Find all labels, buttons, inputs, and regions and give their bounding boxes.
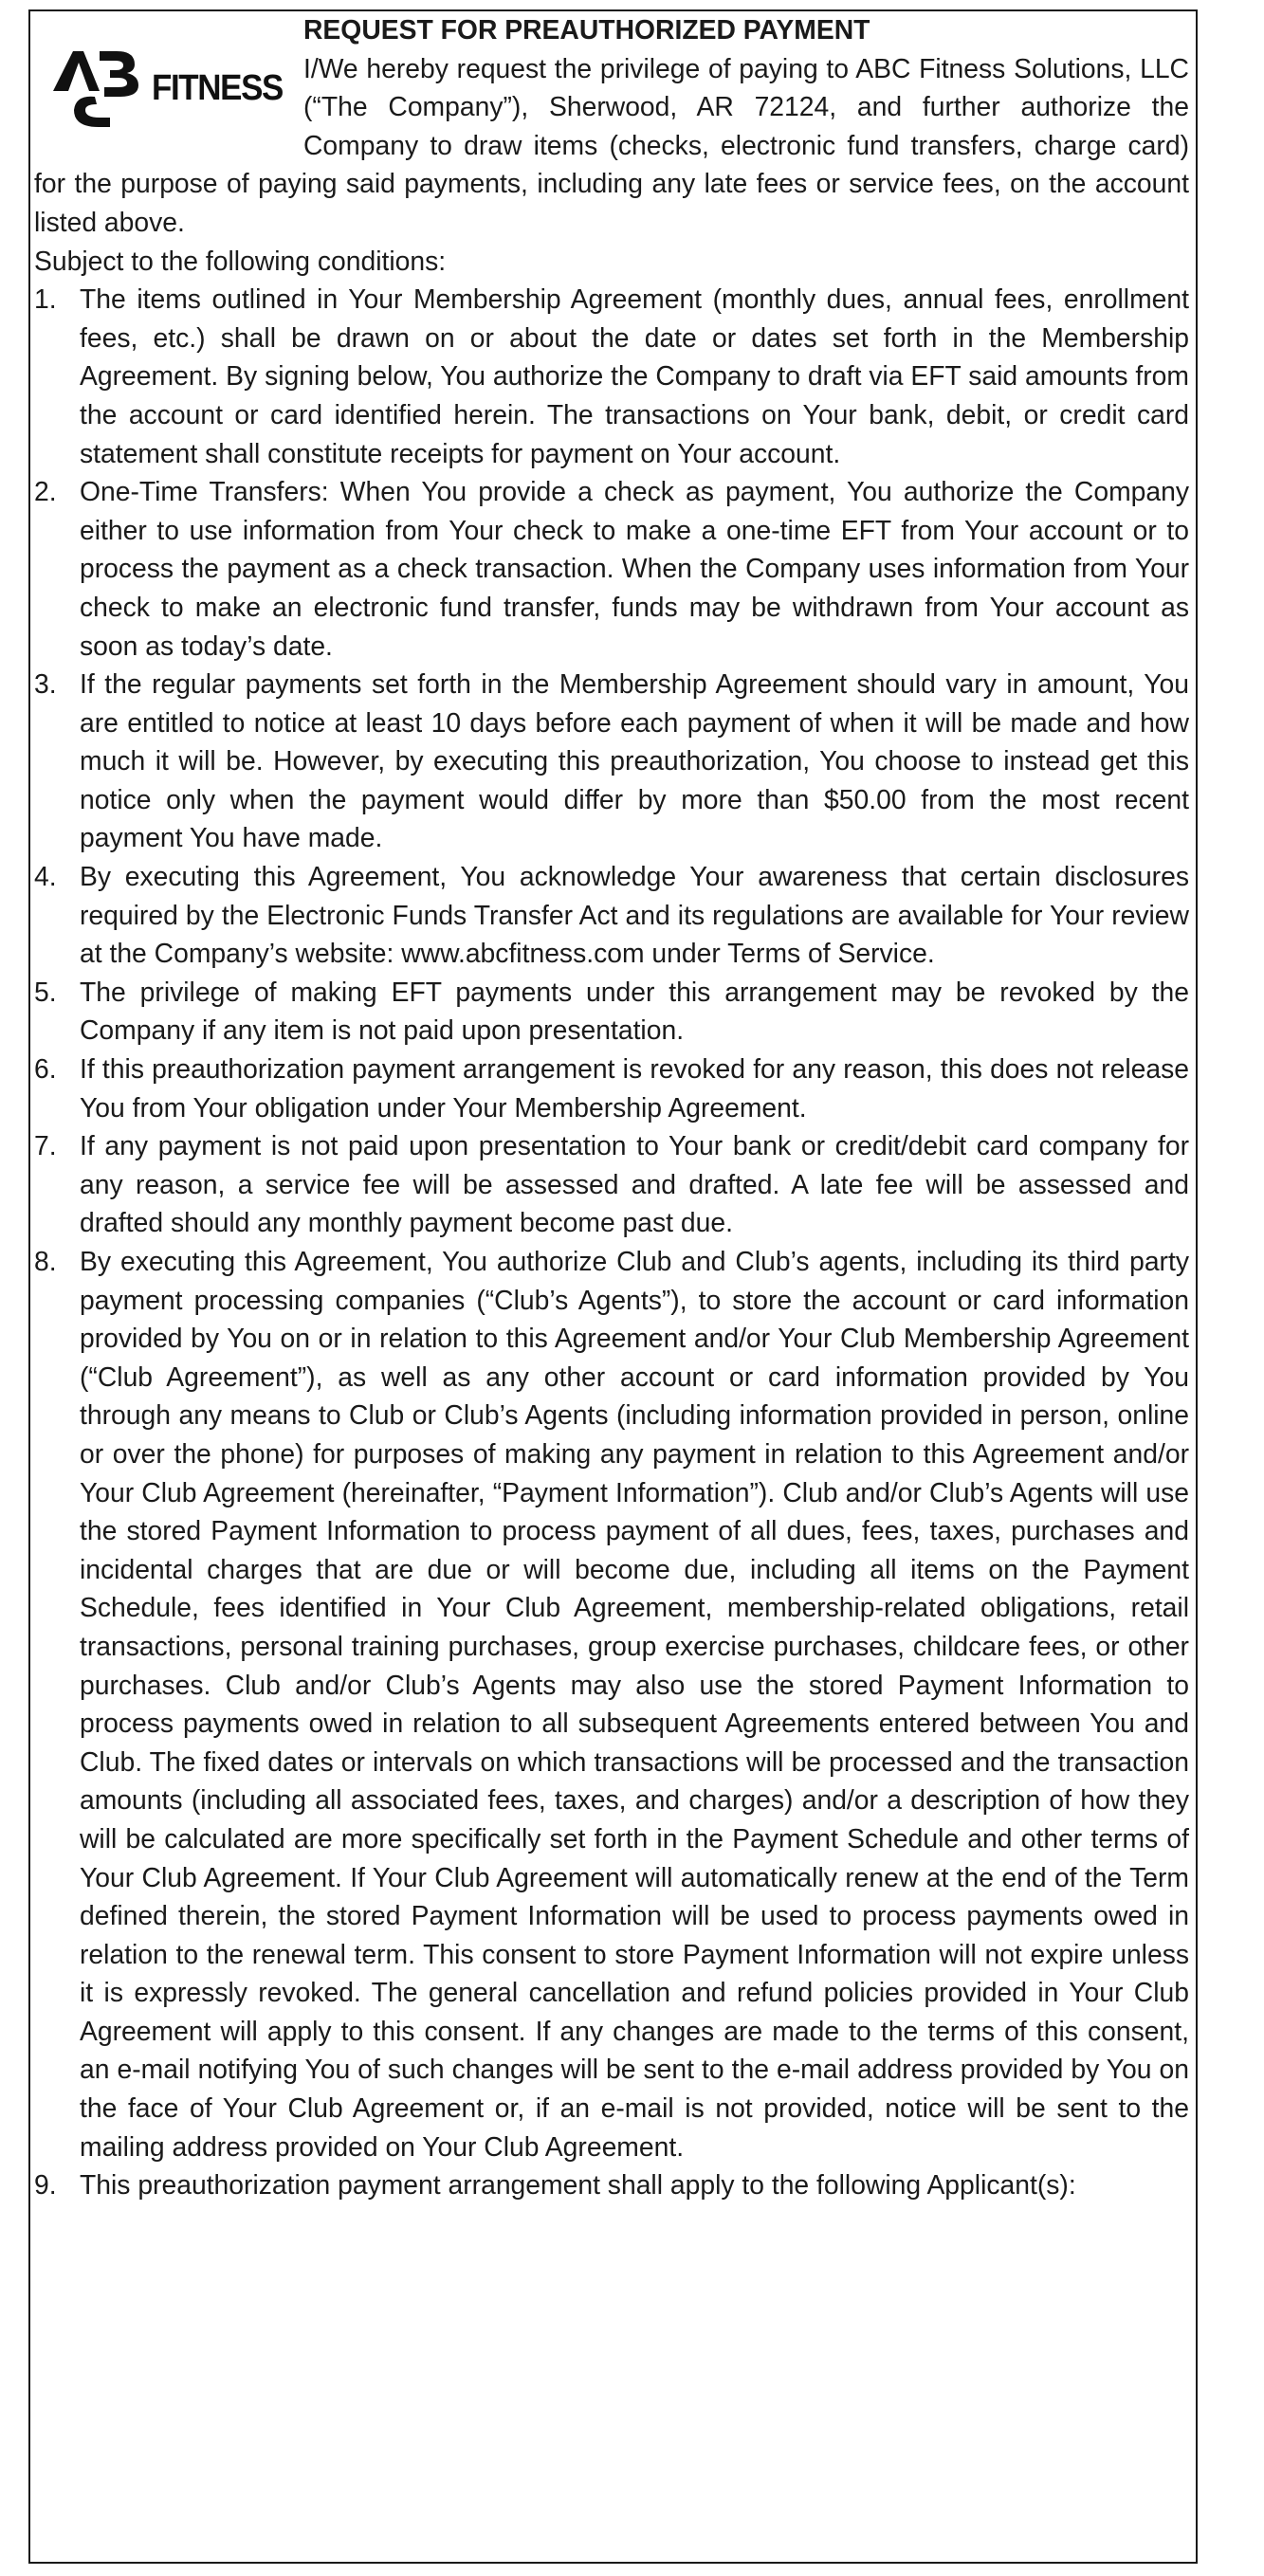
condition-item: [34, 1242, 1189, 2165]
condition-number: 5.: [34, 976, 57, 1007]
condition-item: [34, 1050, 1189, 1126]
condition-item: [34, 1126, 1189, 1242]
condition-item: [34, 973, 1189, 1050]
condition-text: If this preauthorization payment arrangement is revoked for any reason, this does not release You from Your obligation under Your Membership Agreement.: [80, 1053, 1189, 1123]
condition-item: [34, 280, 1189, 472]
condition-text: By executing this Agreement, You acknowledge Your awareness that certain disclosures required by the Electronic Funds Transfer Act and its regulations are available for Your review at the Company’s website: www.abcfitness.com under Terms of Service.: [80, 861, 1189, 969]
condition-number: 4.: [34, 861, 57, 892]
condition-text: This preauthorization payment arrangement shall apply to the following Applicant(s):: [80, 2169, 1076, 2201]
page-title: REQUEST FOR PREAUTHORIZED PAYMENT: [303, 14, 870, 45]
condition-item: [34, 472, 1189, 665]
condition-item: [34, 665, 1189, 857]
condition-text: The items outlined in Your Membership Agreement (monthly dues, annual fees, enrollment fees, etc.) shall be drawn on or about the date or dates set forth in the Membership Agreement. By signing below, You authorize the Company to draft via EFT said amounts from the account or card identified herein. The transactions on Your bank, debit, or credit card statement shall constitute receipts for payment on Your account.: [80, 283, 1189, 468]
intro-paragraph: I/We hereby request the privilege of paying to ABC Fitness Solutions, LLC (“The Company”), Sherwood, AR 72124, and further authorize the Company to draw items (checks, electronic fund transfers, charge card) for the purpose of paying said payments, including any late fees or service fees, on the account listed above.: [34, 52, 1189, 237]
logo-wordmark: FITNESS: [152, 68, 283, 108]
condition-text: One-Time Transfers: When You provide a check as payment, You authorize the Company either to use information from Your check to make a one-time EFT from Your account or to process the payment as a check transaction. When the Company uses information from Your check to make an electronic fund transfer, funds may be withdrawn from Your account as soon as today’s date.: [80, 476, 1189, 661]
condition-number: 7.: [34, 1130, 57, 1161]
logo-spacer: [34, 10, 303, 126]
condition-number: 8.: [34, 1246, 57, 1276]
condition-number: 3.: [34, 668, 57, 700]
condition-text: By executing this Agreement, You authorize Club and Club’s agents, including its third party payment processing companies (“Club’s Agents”), to store the account or card information provided by You on or in relation to this Agreement and/or Your Club Membership Agreement (“Club Agreement”), as well as any other account or card information provided by You through any means to Club or Club’s Agents (including information provided in person, online or over the phone) for purposes of making any payment in relation to this Agreement and/or Your Club Agreement (hereinafter, “Payment Information”). Club and/or Club’s Agents will use the stored Payment Information to process payment of all dues, fees, taxes, purchases and incidental charges that are due or will become due, including all items on the Payment Schedule, fees identified in Your Club Agreement, membership-related obligations, retail transactions, personal training purchases, group exercise purchases, childcare fees, or other purchases. Club and/or Club’s Agents may also use the stored Payment Information to process payments owed in relation to all subsequent Agreements entered between You and Club. The fixed dates or intervals on which transactions will be processed and the transaction amounts (including all associated fees, taxes, and charges) and/or a description of how they will be calculated are more specifically set forth in the Payment Schedule and other terms of Your Club Agreement. If Your Club Agreement will automatically renew at the end of the Term defined therein, the stored Payment Information will be used to process payments owed in relation to the renewal term. This consent to store Payment Information will not expire unless it is expressly revoked. The general cancellation and refund policies provided in Your Club Agreement will apply to this consent. If any changes are made to the terms of this consent, an e-mail notifying You of such changes will be sent to the e-mail address provided by You on the face of Your Club Agreement or, if an e-mail is not provided, notice will be sent to the mailing address provided on Your Club Agreement.: [80, 1246, 1189, 2162]
document-body: [34, 10, 1189, 2204]
condition-number: 6.: [34, 1053, 57, 1085]
condition-number: 2.: [34, 476, 57, 507]
condition-item: [34, 857, 1189, 973]
condition-text: If any payment is not paid upon presentation to Your bank or credit/debit card company for any reason, a service fee will be assessed and drafted. A late fee will be assessed and drafted should any monthly payment become past due.: [80, 1130, 1189, 1238]
condition-number: 9.: [34, 2169, 57, 2201]
condition-text: If the regular payments set forth in the Membership Agreement should vary in amount, You are entitled to notice at least 10 days before each payment of when it will be made and how much it will be. However, by executing this preauthorization, You choose to instead get this notice only when the payment would differ by more than $50.00 from the most recent payment You have made.: [80, 668, 1189, 853]
condition-text: The privilege of making EFT payments under this arrangement may be revoked by the Company if any item is not paid upon presentation.: [80, 976, 1189, 1046]
condition-item: [34, 2165, 1189, 2204]
conditions-list: [34, 280, 1189, 2204]
condition-number: 1.: [34, 283, 57, 315]
conditions-heading: Subject to the following conditions:: [34, 245, 447, 276]
